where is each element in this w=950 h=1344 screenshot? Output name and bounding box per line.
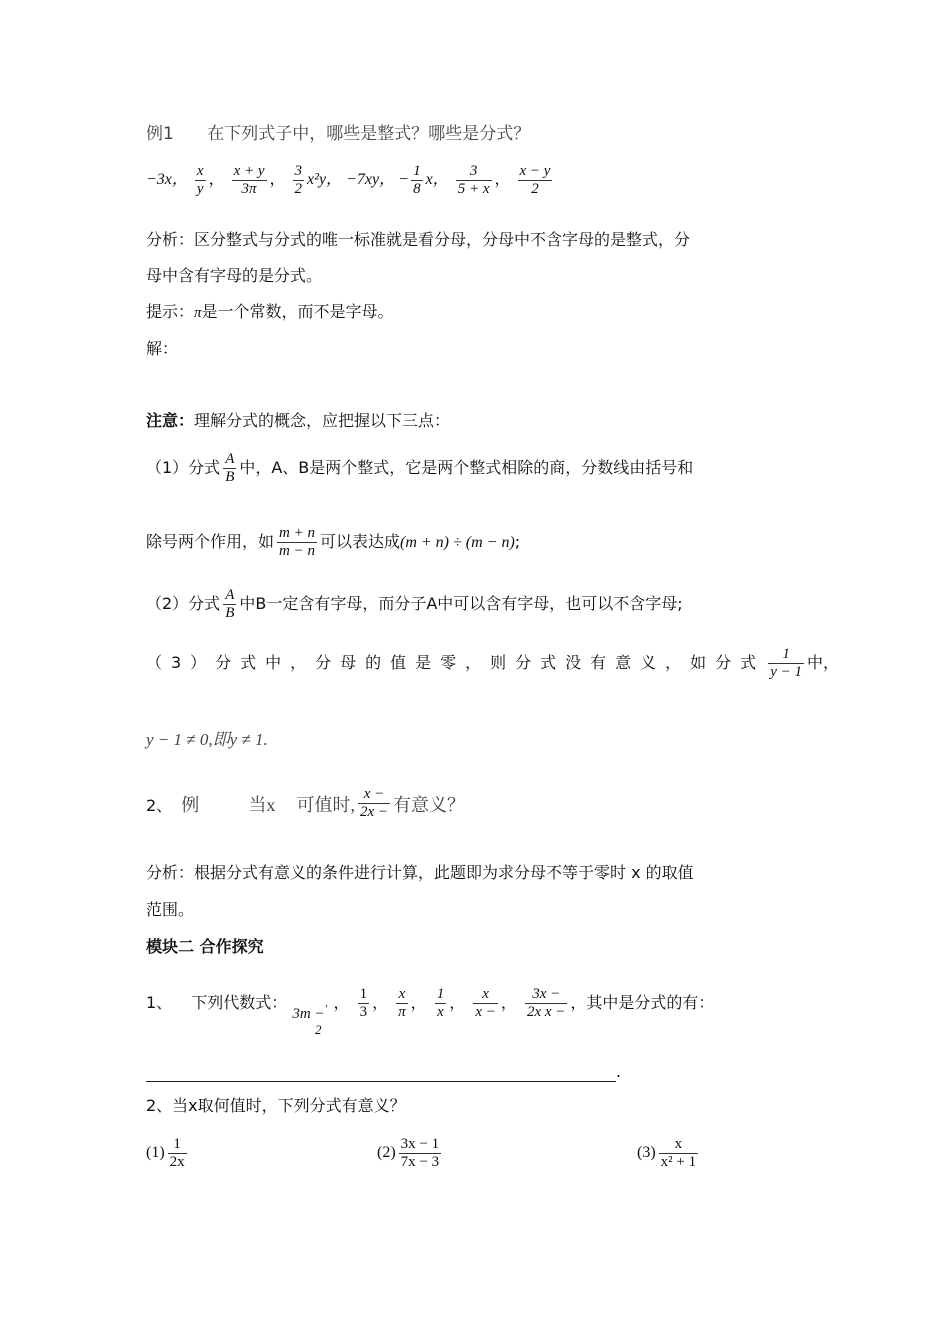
q2-item-1 (146, 1130, 190, 1176)
point3-condition: y − 1 ≠ 0,即y ≠ 1. (146, 730, 268, 749)
fraction-3-over-2: $\frac{3}{2}$ (294, 162, 303, 197)
notice-point2 (146, 584, 683, 624)
hint-text: 是一个常数，而不是字母。 (201, 302, 394, 321)
point2-text: 中B一定含有字母，而分子A中可以含有字母，也可以不含字母; (239, 594, 683, 613)
minus-sign: − (399, 171, 409, 188)
q2-item-3 (637, 1130, 701, 1176)
fraction-3x-1-over-7x-3: $\frac{3x - 1}{7x - 3}$ (400, 1135, 440, 1170)
question2-text: 2、当x取何值时，下列分式有意义？ (146, 1096, 406, 1115)
point3-end: 中， (806, 653, 839, 672)
answer-end: . (616, 1062, 622, 1081)
semicolon: ; (514, 532, 521, 551)
point2-prefix: （2）分式 (146, 594, 221, 613)
q2-item2-label: (2) (377, 1144, 396, 1161)
example2-tail: 有意义？ (393, 795, 465, 815)
question1: 1、 下列代数式： $3m -'_2$， $\frac{1}{3}$ ， $\frac{x}{\pi}$ ， $\frac{1}{x}$ ， $\frac{x}{x -}$ ， $\frac{3x -}{\text{2x x −}}$ ，其中是分式的有： (146, 985, 715, 1037)
fraction-x-over-y: $\frac{x}{y}$ (196, 162, 204, 197)
example2-number: 2、 (146, 796, 173, 815)
fraction-3-over-5x: $\frac{3}{5 + x}$ (457, 162, 490, 197)
q2-item-2 (377, 1130, 444, 1176)
example1-heading (146, 124, 530, 144)
notice-title: 注意： (146, 411, 195, 430)
q2-item3-label: (3) (637, 1144, 656, 1161)
answer-line (146, 1062, 621, 1082)
example1-question: 在下列式子中，哪些是整式？哪些是分式？ (207, 124, 531, 144)
notice-point3 (146, 643, 839, 683)
analysis2-line2: 范围。 (146, 900, 195, 919)
expr-minus-3x: −3x， (146, 171, 188, 188)
example1-expressions: −3x， $\frac{x}{y}$ ， $\frac{x + y}{3\pi}$ ， $\frac{3}{2}$ x²y， −7xy， − $\frac{1}{8}$ x， $\frac{3}{5 + x}$ ， $\frac{x - y}{2}$ (146, 162, 551, 197)
pi-symbol: π (194, 305, 202, 321)
fraction-x-over-pi: $\frac{x}{\pi}$ (398, 985, 406, 1020)
analysis1-line1: 分析：区分整式与分式的唯一标准就是看分母，分母中不含字母的是整式，分 (146, 230, 691, 249)
analysis1-line2: 母中含有字母的是分式。 (146, 266, 323, 285)
analysis2-line1: 分析：根据分式有意义的条件进行计算，此题即为求分母不等于零时 x 的取值 (146, 863, 694, 882)
q2-item1-label: (1) (146, 1144, 165, 1161)
point1b-prefix: 除号两个作用，如 (146, 532, 275, 551)
point1-text: 中，A、B是两个整式，它是两个整式相除的商，分数线由括号和 (239, 458, 694, 477)
fraction-A-over-B-2: $\frac{A}{B}$ (225, 586, 235, 621)
fraction-x-over-2x: $\frac{x -}{2x -}$ (359, 785, 388, 820)
expr-minus-7xy: −7xy， (346, 171, 396, 188)
fraction-3x-over-2x: $\frac{3x -}{\text{2x x −}}$ (526, 985, 566, 1020)
fraction-A-over-B: $\frac{A}{B}$ (225, 450, 235, 485)
notice-text: 理解分式的概念，应把握以下三点： (194, 411, 451, 430)
q1-label: 1、 (146, 993, 173, 1012)
expr-3m: $3m -'_2$ (292, 1003, 327, 1037)
expr-x: x， (425, 171, 449, 188)
q1-tail: ，其中是分式的有： (570, 993, 715, 1012)
fraction-1-over-8: $\frac{1}{8}$ (413, 162, 421, 197)
fraction-x-over-x-minus: $\frac{x}{x -}$ (475, 985, 496, 1020)
fraction-1-over-y-1: $\frac{1}{y - 1}$ (770, 645, 802, 680)
q1-text: 下列代数式： (191, 993, 288, 1012)
expr-x2y: x²y， (307, 171, 343, 188)
example2-label: 例 (181, 795, 200, 815)
module-title: 模块二 合作探究 (146, 937, 264, 956)
notice-point1-cont (146, 522, 520, 562)
fraction-1-over-3: $\frac{1}{3}$ (359, 985, 368, 1020)
hint-label: 提示： (146, 302, 195, 321)
point1b-mid: 可以表达成 (319, 532, 400, 551)
answer-blank[interactable] (146, 1065, 616, 1082)
fraction-1-over-2x: $\frac{1}{2x}$ (169, 1135, 185, 1170)
solution-label: 解： (146, 339, 179, 358)
notice-point1 (146, 448, 693, 488)
fraction-xy-over-2: $\frac{x - y}{2}$ (519, 162, 551, 197)
fraction-x-over-x2-1: $\frac{x}{\text{x² + 1}}$ (660, 1135, 697, 1170)
example2 (146, 785, 465, 840)
division-expression: (m + n) ÷ (m − n) (400, 534, 515, 551)
notice (146, 411, 450, 431)
point1-prefix: （1）分式 (146, 458, 221, 477)
example1-label: 例1 (146, 124, 174, 144)
example2-what: 可值时, (296, 795, 355, 815)
fraction-xy-over-3pi: $\frac{x + y}{3\pi}$ (233, 162, 265, 197)
hint (146, 302, 394, 323)
point3-text: （3）分式中，分母的值是零，则分式没有意义，如分式 (146, 653, 766, 672)
fraction-mn-over-mn: $\frac{m + n}{m - n}$ (279, 524, 315, 559)
example2-when: 当x (248, 795, 276, 815)
fraction-1-over-x: $\frac{1}{x}$ (436, 985, 445, 1020)
